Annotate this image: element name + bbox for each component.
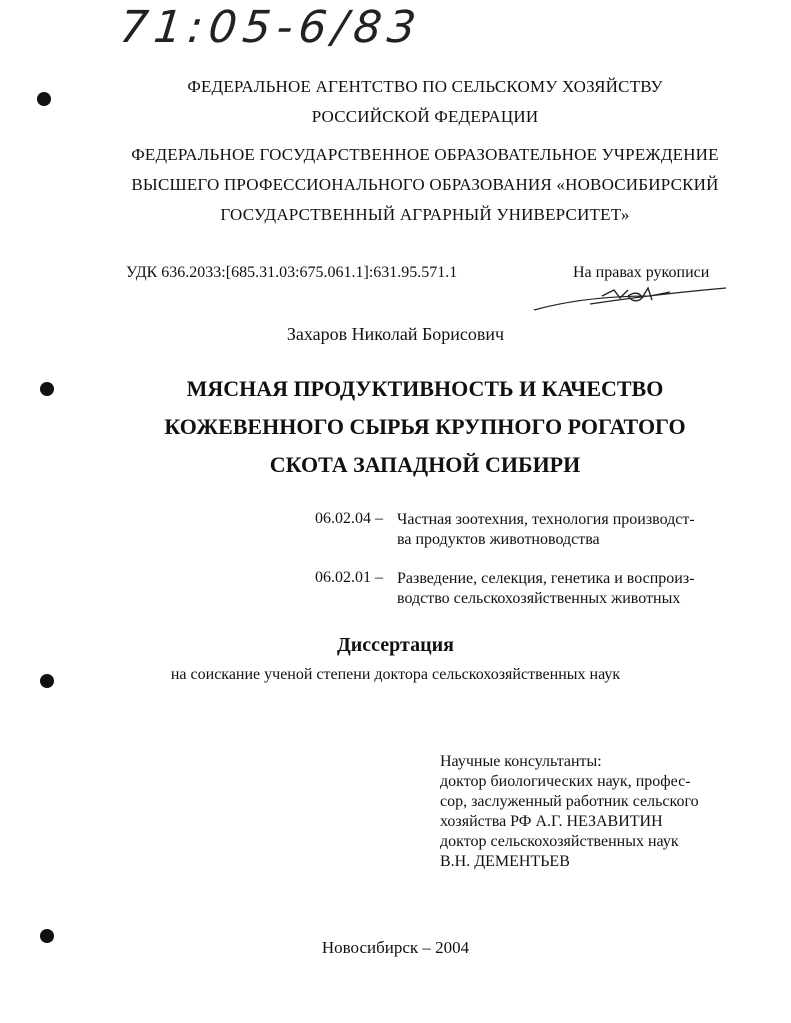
advisor-line: доктор биологических наук, профес-	[440, 773, 691, 790]
manuscript-rights-label: На правах рукописи	[573, 264, 710, 281]
specialty-code: 06.02.01 –	[315, 569, 383, 586]
binding-hole	[37, 92, 51, 106]
university-line-1: ФЕДЕРАЛЬНОЕ ГОСУДАРСТВЕННОЕ ОБРАЗОВАТЕЛЬНОЕ УЧРЕЖДЕНИЕ	[131, 145, 719, 164]
specialty-entry	[315, 510, 383, 528]
advisor-line: В.Н. ДЕМЕНТЬЕВ	[440, 853, 570, 870]
specialty-desc-line: Частная зоотехния, технология производст-	[397, 511, 695, 528]
signature	[530, 282, 730, 316]
udc-code: УДК 636.2033:[685.31.03:675.061.1]:631.95.571.1	[126, 264, 458, 281]
archive-code-handwritten: 71:05-6/83	[117, 2, 425, 53]
advisor-line: доктор сельскохозяйственных наук	[440, 833, 679, 850]
specialty-entry	[315, 569, 383, 587]
dissertation-topic	[100, 370, 750, 484]
topic-line-2: КОЖЕВЕННОГО СЫРЬЯ КРУПНОГО РОГАТОГО	[164, 414, 686, 439]
university-heading	[100, 140, 750, 230]
author-name: Захаров Николай Борисович	[286, 324, 505, 344]
topic-line-3: СКОТА ЗАПАДНОЙ СИБИРИ	[269, 452, 581, 477]
specialty-description	[397, 510, 695, 550]
specialty-code: 06.02.04 –	[315, 510, 383, 527]
university-line-3: ГОСУДАРСТВЕННЫЙ АГРАРНЫЙ УНИВЕРСИТЕТ»	[220, 205, 630, 224]
binding-hole	[40, 382, 54, 396]
agency-line-2: РОССИЙСКОЙ ФЕДЕРАЦИИ	[311, 107, 539, 126]
specialty-description	[397, 569, 694, 609]
specialty-desc-line: ва продуктов животноводства	[397, 531, 600, 548]
topic-line-1: МЯСНАЯ ПРОДУКТИВНОСТЬ И КАЧЕСТВО	[186, 376, 664, 401]
specialty-desc-line: Разведение, селекция, генетика и воспроиз-	[397, 570, 695, 587]
place-and-year: Новосибирск – 2004	[321, 938, 470, 957]
dissertation-label: Диссертация	[337, 634, 454, 656]
advisors-heading: Научные консультанты:	[440, 753, 602, 770]
advisor-line: хозяйства РФ А.Г. НЕЗАВИТИН	[440, 813, 663, 830]
advisor-line: сор, заслуженный работник сельского	[440, 793, 699, 810]
university-line-2: ВЫСШЕГО ПРОФЕССИОНАЛЬНОГО ОБРАЗОВАНИЯ «НОВОСИБИРСКИЙ	[131, 175, 719, 194]
specialty-desc-line: водство сельскохозяйственных животных	[397, 590, 681, 607]
degree-statement: на соискание ученой степени доктора сельскохозяйственных наук	[170, 666, 621, 683]
agency-line-1: ФЕДЕРАЛЬНОЕ АГЕНТСТВО ПО СЕЛЬСКОМУ ХОЗЯЙСТВУ	[187, 77, 663, 96]
agency-heading	[100, 72, 750, 132]
scientific-advisors	[440, 752, 699, 872]
